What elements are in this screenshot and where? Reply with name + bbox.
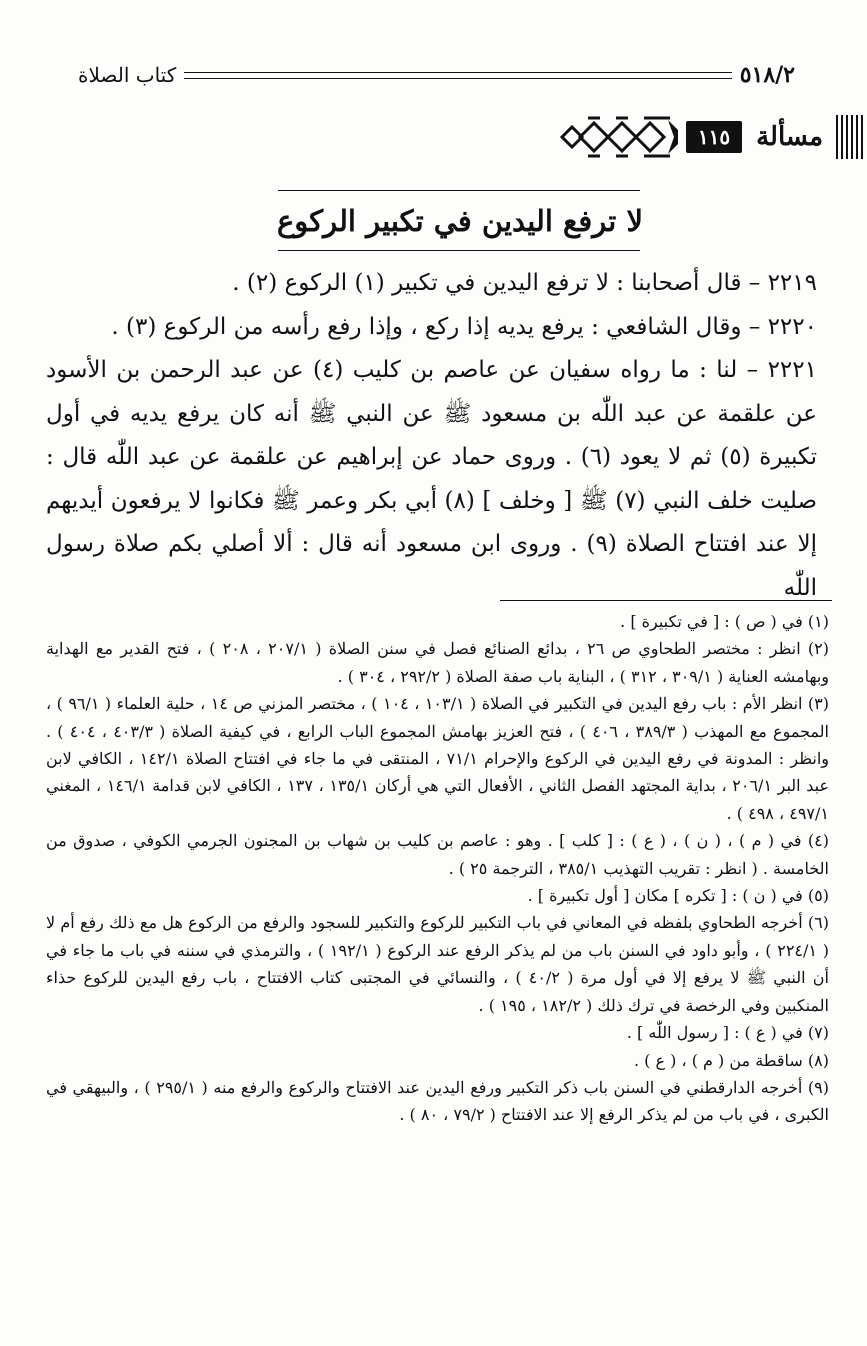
footnote-5: (٥) في ( ن ) : [ تكره ] مكان [ أول تكبيرة ] . [527, 886, 829, 906]
main-text [46, 262, 817, 610]
footnote-separator [500, 600, 832, 601]
header-rule [184, 72, 731, 79]
geometric-ornament-icon [558, 114, 678, 160]
running-header [78, 58, 795, 92]
masala-number: ١١٥ [686, 121, 742, 153]
footnote-8: (٨) ساقطة من ( م ) ، ( ع ) . [634, 1050, 829, 1070]
paragraph-2221: ٢٢٢١ – لنا : ما رواه سفيان عن عاصم بن كليب (٤) عن عبد الرحمن بن الأسود عن علقمة عن عبد اللّٰه بن مسعود ﷺ عن النبي ﷺ أنه كان يرفع يديه في أول تكبيرة (٥) ثم لا يعود (٦) . وروى حماد عن إبراهيم عن علقمة عن عبد اللّٰه قال : صليت خلف النبي (٧) ﷺ [ وخلف ] (٨) أبي بكر وعمر ﷺ فكانوا لا يرفعون أيديهم إلا عند افتتاح الصلاة (٩) . وروى ابن مسعود أنه قال : ألا أصلي بكم صلاة رسول اللّٰه [46, 357, 817, 601]
masala-label: مسألة [756, 122, 823, 152]
footnotes [46, 608, 829, 1129]
footnote-1: (١) في ( ص ) : [ في تكبيرة ] . [620, 612, 829, 631]
paragraph-2219: ٢٢١٩ – قال أصحابنا : لا ترفع اليدين في تكبير (١) الركوع (٢) . [232, 270, 817, 296]
footnote-7: (٧) في ( ع ) : [ رسول اللّٰه ] . [626, 1023, 829, 1043]
chapter-rule-top [278, 190, 640, 191]
masala-bars-ornament [833, 115, 863, 159]
book-title: كتاب الصلاة [78, 63, 177, 87]
masala-heading [558, 112, 863, 162]
footnote-6: (٦) أخرجه الطحاوي بلفظه في المعاني في باب التكبير للركوع والتكبير للسجود والرفع من الركوع هل مع ذلك رفع أم لا ( ٢٢٤/١ ) ، وأبو داود في السنن باب من لم يذكر الرفع عند الركوع ( ١٩٢/١ ) ، والترمذي في سننه في باب ما جاء في أن النبي ﷺ لا يرفع إلا في أول مرة ( ٤٠/٢ ) ، والنسائي في المجتبى كتاب الافتتاح ، باب رفع اليدين للركوع حذاء المنكبين وفي الرخصة في ترك ذلك ( ١٨٢/٢ ، ١٩٥ ) . [46, 913, 830, 1015]
footnote-2: (٢) انظر : مختصر الطحاوي ص ٢٦ ، بدائع الصنائع فصل في سنن الصلاة ( ٢٠٧/١ ، ٢٠٨ ) ، فتح القدير مع الهداية وبهامشه العناية ( ٣٠٩/١ ، ٣١٢ ) ، البناية باب صفة الصلاة ( ٢٩٢/٢ ، ٣٠٤ ) . [46, 639, 830, 686]
footnote-9: (٩) أخرجه الدارقطني في السنن باب ذكر التكبير ورفع اليدين عند الافتتاح والركوع والرفع منه ( ٢٩٥/١ ) ، والبيهقي في الكبرى ، في باب من لم يذكر الرفع إلا عند الافتتاح ( ٧٩/٢ ، ٨٠ ) . [46, 1077, 829, 1125]
footnote-4: (٤) في ( م ) ، ( ن ) ، ( ع ) : [ كلب ] . وهو : عاصم بن كليب بن شهاب بن المجنون الجرمي الكوفي ، صدوق من الخامسة . ( انظر : تقريب التهذيب ٣٨٥/١ ، الترجمة ٢٥ ) . [46, 831, 829, 878]
paragraph-2220: ٢٢٢٠ – وقال الشافعي : يرفع يديه إذا ركع ، وإذا رفع رأسه من الركوع (٣) . [111, 313, 817, 340]
page-number: ٥١٨/٢ [739, 62, 795, 88]
chapter-title: لا ترفع اليدين في تكبير الركوع [276, 204, 643, 238]
footnote-3: (٣) انظر الأم : باب رفع اليدين في التكبير في الصلاة ( ١٠٣/١ ، ١٠٤ ) ، مختصر المزني ص ١٤ ، حلية العلماء ( ٩٦/١ ) ، المجموع مع المهذب ( ٣٨٩/٣ ، ٤٠٦ ) ، فتح العزيز بهامش المجموع الباب الرابع ، في كيفية الصلاة ( ٤٠٣/٣ ، ٤٠٤ ) . وانظر : المدونة في رفع اليدين في الركوع والإحرام ٧١/١ ، المنتقى في ما جاء في افتتاح الصلاة ١٤٢/١ ، الكافي لابن عبد البر ٢٠٦/١ ، بداية المجتهد الفصل الثاني ، الأفعال التي هي أركان ١٣٥/١ ، ١٣٧ ، الكافي لابن قدامة ١٤٦/١ ، المغني ٤٩٧/١ ، ٤٩٨ ) . [46, 694, 830, 823]
chapter-rule-bottom [278, 250, 640, 251]
